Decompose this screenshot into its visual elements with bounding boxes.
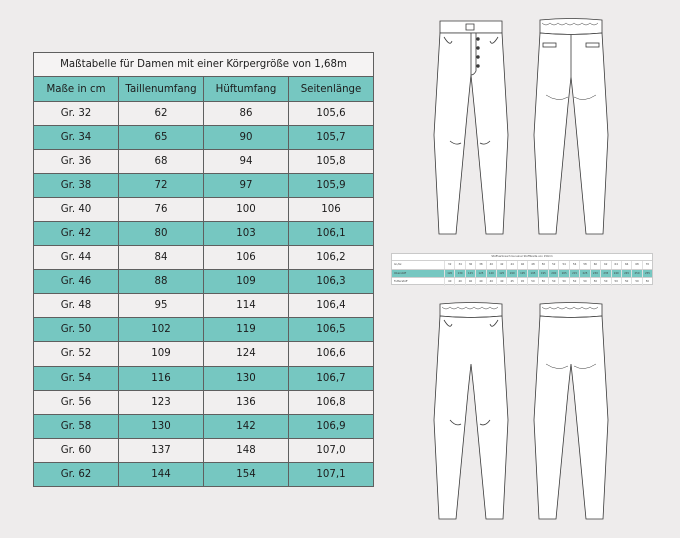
mini-cell: 40 — [475, 278, 485, 286]
size-cell: Gr. 46 — [34, 270, 119, 294]
mini-cell: 58 — [579, 261, 589, 269]
mini-row-label: Oberstoff — [394, 271, 407, 275]
measure-cell: 103 — [204, 222, 289, 246]
table-row — [34, 342, 374, 366]
table-row — [34, 174, 374, 198]
mini-cell: 255 — [642, 270, 652, 278]
measure-cell: 107,1 — [289, 462, 374, 486]
mini-cell: 50 — [642, 278, 652, 286]
mini-size-cells — [444, 261, 652, 269]
mini-cell: 50 — [558, 278, 568, 286]
mini-cell: 52 — [548, 261, 558, 269]
mini-row-cells — [444, 270, 652, 278]
measure-cell: 106,5 — [289, 318, 374, 342]
size-cell: Gr. 48 — [34, 294, 119, 318]
measure-cell: 105,8 — [289, 150, 374, 174]
table-header-row — [34, 77, 374, 102]
size-cell: Gr. 44 — [34, 246, 119, 270]
measure-cell: 154 — [204, 462, 289, 486]
measure-cell: 105,7 — [289, 126, 374, 150]
table-row — [34, 318, 374, 342]
header-cell: Taillenumfang — [119, 77, 204, 102]
mini-cell: 125 — [465, 270, 475, 278]
measure-cell: 106,1 — [289, 222, 374, 246]
mini-cell: 50 — [538, 261, 548, 269]
mini-cell: 50 — [538, 278, 548, 286]
size-cell: Gr. 38 — [34, 174, 119, 198]
mini-cell: 120 — [486, 270, 496, 278]
mini-cell: 50 — [527, 278, 537, 286]
size-cell: Gr. 56 — [34, 390, 119, 414]
mini-cell: 50 — [621, 278, 631, 286]
mini-cell: 62 — [600, 261, 610, 269]
measure-cell: 100 — [204, 198, 289, 222]
table-row — [34, 102, 374, 126]
table-row — [34, 294, 374, 318]
mini-row-cells — [444, 278, 652, 286]
mini-header-row — [392, 260, 652, 269]
measure-cell: 62 — [119, 102, 204, 126]
measure-cell: 116 — [119, 366, 204, 390]
mini-cell: 200 — [548, 270, 558, 278]
measure-cell: 109 — [119, 342, 204, 366]
mini-cell: 225 — [579, 270, 589, 278]
mini-cell: 125 — [496, 270, 506, 278]
mini-cell: 40 — [444, 278, 454, 286]
mini-row-label: Futterstoff — [394, 280, 408, 284]
size-cell: Gr. 60 — [34, 438, 119, 462]
mini-cell: 36 — [465, 261, 475, 269]
mini-cell: 70 — [642, 261, 652, 269]
measure-cell: 106,4 — [289, 294, 374, 318]
table-row — [34, 366, 374, 390]
size-table — [33, 52, 374, 487]
table-row — [34, 126, 374, 150]
size-cell: Gr. 58 — [34, 414, 119, 438]
measure-cell: 94 — [204, 150, 289, 174]
mini-cell: 50 — [631, 278, 641, 286]
mini-cell: 32 — [444, 261, 454, 269]
measure-cell: 106,6 — [289, 342, 374, 366]
mini-cell: 195 — [538, 270, 548, 278]
mini-cell: 50 — [611, 278, 621, 286]
header-cell: Seitenlänge — [289, 77, 374, 102]
mini-row-futterstoff — [392, 277, 652, 286]
table-row — [34, 414, 374, 438]
mini-cell: 44 — [506, 261, 516, 269]
mini-cell: 50 — [590, 278, 600, 286]
mini-cell: 64 — [611, 261, 621, 269]
measure-cell: 65 — [119, 126, 204, 150]
measure-cell: 106 — [289, 198, 374, 222]
measure-cell: 114 — [204, 294, 289, 318]
measure-cell: 137 — [119, 438, 204, 462]
measure-cell: 76 — [119, 198, 204, 222]
table-row — [34, 462, 374, 486]
mini-cell: 190 — [506, 270, 516, 278]
table-row — [34, 438, 374, 462]
mini-cell: 195 — [527, 270, 537, 278]
measure-cell: 130 — [119, 414, 204, 438]
measure-cell: 88 — [119, 270, 204, 294]
table-body — [34, 102, 374, 487]
mini-cell: 46 — [517, 261, 527, 269]
mini-cell: 235 — [600, 270, 610, 278]
mini-cell: 205 — [558, 270, 568, 278]
mini-cell: 40 — [496, 278, 506, 286]
mini-cell: 42 — [496, 261, 506, 269]
measure-cell: 105,9 — [289, 174, 374, 198]
measure-cell: 106,2 — [289, 246, 374, 270]
size-cell: Gr. 62 — [34, 462, 119, 486]
measure-cell: 95 — [119, 294, 204, 318]
size-cell: Gr. 52 — [34, 342, 119, 366]
measure-cell: 148 — [204, 438, 289, 462]
mini-cell: 45 — [506, 278, 516, 286]
trousers-front-drawing — [430, 300, 512, 525]
measure-cell: 106,3 — [289, 270, 374, 294]
measure-cell: 72 — [119, 174, 204, 198]
table-row — [34, 222, 374, 246]
measure-cell: 123 — [119, 390, 204, 414]
header-cell: Maße in cm — [34, 77, 119, 102]
measure-cell: 106 — [204, 246, 289, 270]
mini-cell: 68 — [631, 261, 641, 269]
measure-cell: 90 — [204, 126, 289, 150]
size-cell: Gr. 32 — [34, 102, 119, 126]
measure-cell: 136 — [204, 390, 289, 414]
measure-cell: 109 — [204, 270, 289, 294]
mini-cell: 50 — [569, 278, 579, 286]
measure-cell: 107,0 — [289, 438, 374, 462]
mini-cell: 245 — [621, 270, 631, 278]
mini-header-label: Gr./Gr. — [394, 263, 403, 266]
header-cell: Hüftumfang — [204, 77, 289, 102]
measure-cell: 119 — [204, 318, 289, 342]
mini-cell: 125 — [475, 270, 485, 278]
table-row — [34, 390, 374, 414]
measure-cell: 106,7 — [289, 366, 374, 390]
table-row — [34, 270, 374, 294]
trousers-back-drawing — [530, 15, 612, 240]
measure-cell: 68 — [119, 150, 204, 174]
mini-cell: 250 — [631, 270, 641, 278]
mini-cell: 34 — [454, 261, 464, 269]
mini-cell: 54 — [558, 261, 568, 269]
mini-cell: 40 — [465, 278, 475, 286]
measure-cell: 106,8 — [289, 390, 374, 414]
size-cell: Gr. 36 — [34, 150, 119, 174]
mini-cell: 120 — [444, 270, 454, 278]
mini-cell: 130 — [454, 270, 464, 278]
size-cell: Gr. 40 — [34, 198, 119, 222]
mini-cell: 60 — [590, 261, 600, 269]
size-cell: Gr. 50 — [34, 318, 119, 342]
mini-cell: 40 — [486, 261, 496, 269]
table-title: Maßtabelle für Damen mit einer Körpergröße von 1,68m — [34, 53, 374, 77]
mini-cell: 240 — [611, 270, 621, 278]
table-row — [34, 198, 374, 222]
size-cell: Gr. 42 — [34, 222, 119, 246]
mini-cell: 56 — [569, 261, 579, 269]
mini-cell: 66 — [621, 261, 631, 269]
measure-cell: 130 — [204, 366, 289, 390]
mini-cell: 40 — [486, 278, 496, 286]
measure-cell: 80 — [119, 222, 204, 246]
table-row — [34, 246, 374, 270]
mini-cell: 50 — [579, 278, 589, 286]
trousers-front-drawing — [430, 15, 512, 240]
measure-cell: 144 — [119, 462, 204, 486]
size-cell: Gr. 34 — [34, 126, 119, 150]
measure-cell: 105,6 — [289, 102, 374, 126]
measure-cell: 106,9 — [289, 414, 374, 438]
mini-cell: 50 — [548, 278, 558, 286]
mini-cell: 38 — [475, 261, 485, 269]
measure-cell: 86 — [204, 102, 289, 126]
trousers-back-drawing — [530, 300, 612, 525]
mini-cell: 230 — [590, 270, 600, 278]
mini-cell: 48 — [527, 261, 537, 269]
mini-row-oberstoff — [392, 269, 652, 278]
mini-table-title: Stoffverbrauch bei einer Stoffbreite von 150cm — [491, 255, 553, 258]
size-cell: Gr. 54 — [34, 366, 119, 390]
measure-cell: 142 — [204, 414, 289, 438]
mini-cell: 215 — [569, 270, 579, 278]
table-row — [34, 150, 374, 174]
mini-cell: 45 — [517, 278, 527, 286]
measure-cell: 97 — [204, 174, 289, 198]
measure-cell: 124 — [204, 342, 289, 366]
measure-cell: 102 — [119, 318, 204, 342]
mini-cell: 195 — [517, 270, 527, 278]
fabric-consumption-table — [391, 253, 653, 285]
mini-cell: 50 — [600, 278, 610, 286]
measure-cell: 84 — [119, 246, 204, 270]
mini-cell: 40 — [454, 278, 464, 286]
